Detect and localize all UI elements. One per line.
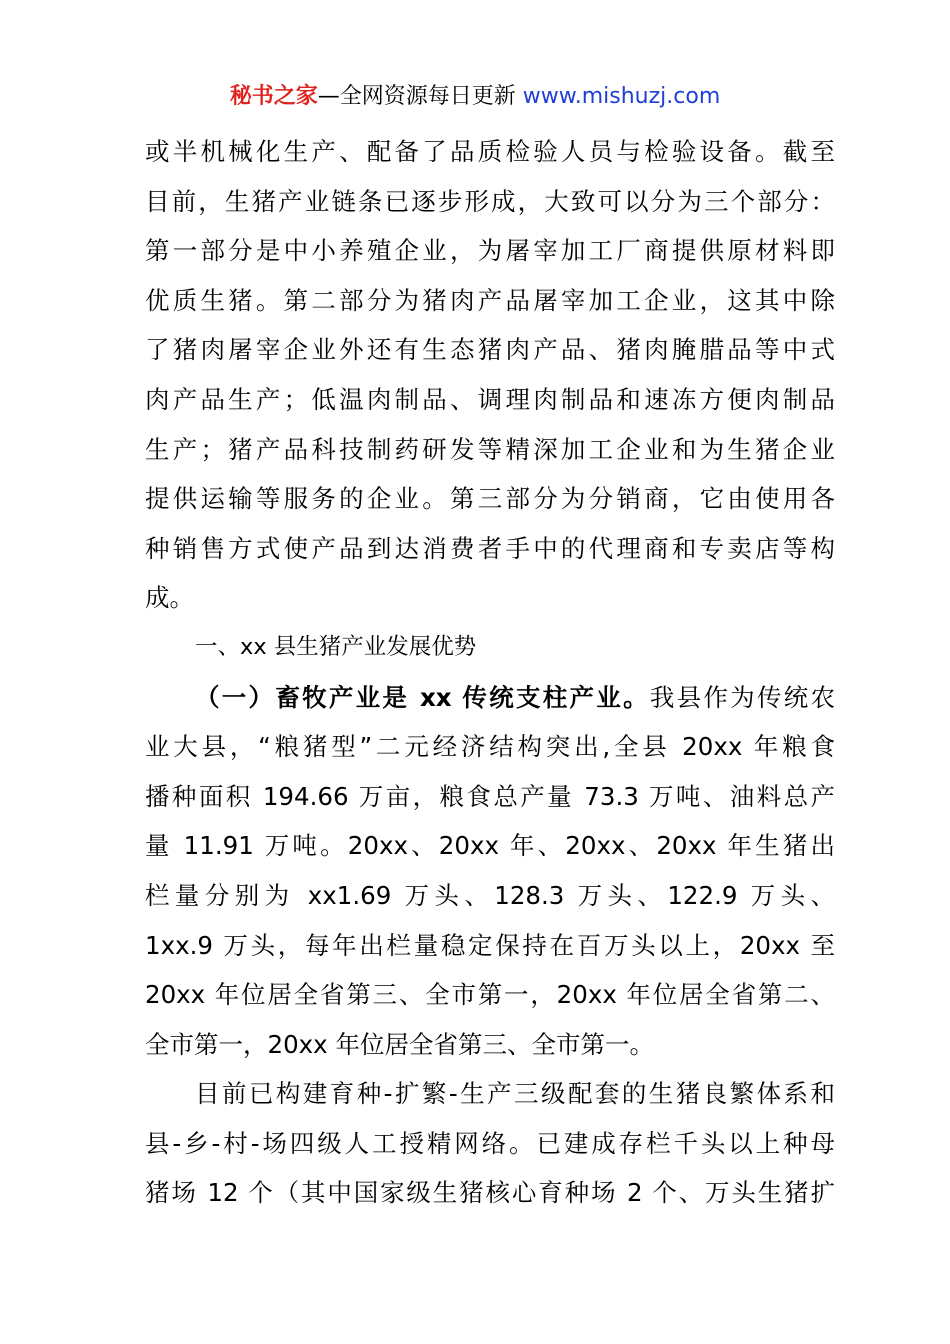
text-line: 或半机械化生产、配备了品质检验人员与检验设备。截至 bbox=[145, 137, 835, 166]
text-line: 了猪肉屠宰企业外还有生态猪肉产品、猪肉腌腊品等中式 bbox=[145, 335, 835, 365]
text-fragment: 我县作为传统农 bbox=[649, 682, 835, 712]
text-line: 20xx 年位居全省第三、全市第一，20xx 年位居全省第二、 bbox=[145, 980, 835, 1010]
text-line: 1xx.9 万头，每年出栏量稳定保持在百万头以上，20xx 至 bbox=[145, 930, 835, 960]
text-line: 播种面积 194.66 万亩，粮食总产量 73.3 万吨、油料总产 bbox=[145, 781, 835, 811]
page-header bbox=[0, 82, 950, 112]
text-line: 第一部分是中小养殖企业，为屠宰加工厂商提供原材料即 bbox=[145, 236, 835, 266]
text-line: 肉产品生产；低温肉制品、调理肉制品和速冻方便肉制品 bbox=[145, 384, 835, 414]
text-line: 全市第一，20xx 年位居全省第三、全市第一。 bbox=[145, 1029, 654, 1059]
paragraph-start-line: 目前已构建育种-扩繁-生产三级配套的生猪良繁体系和 bbox=[195, 1079, 835, 1109]
text-line: 目前，生猪产业链条已逐步形成，大致可以分为三个部分： bbox=[145, 186, 835, 216]
site-url: www.mishuzj.com bbox=[522, 84, 721, 109]
text-line: 种销售方式使产品到达消费者手中的代理商和专卖店等构 bbox=[145, 533, 835, 563]
text-line: 提供运输等服务的企业。第三部分为分销商，它由使用各 bbox=[145, 484, 835, 514]
text-line: 县-乡-村-场四级人工授精网络。已建成存栏千头以上种母 bbox=[145, 1128, 835, 1158]
header-tagline: —全网资源每日更新 bbox=[317, 84, 523, 109]
text-line: 生产；猪产品科技制药研发等精深加工企业和为生猪企业 bbox=[145, 434, 835, 464]
text-line: 栏量分别为 xx1.69 万头、128.3 万头、122.9 万头、 bbox=[145, 880, 835, 910]
section-heading: 一、xx 县生猪产业发展优势 bbox=[195, 633, 477, 660]
subsection-heading: （一）畜牧产业是 xx 传统支柱产业。 bbox=[195, 682, 650, 712]
brand-name: 秘书之家 bbox=[229, 84, 318, 109]
text-line: 猪场 12 个（其中国家级生猪核心育种场 2 个、万头生猪扩 bbox=[145, 1178, 835, 1208]
text-line: 量 11.91 万吨。20xx、20xx 年、20xx、20xx 年生猪出 bbox=[145, 831, 835, 861]
text-line: 业大县，“粮猪型”二元经济结构突出,全县 20xx 年粮食 bbox=[145, 732, 835, 762]
subsection-line bbox=[145, 673, 835, 723]
document-body bbox=[145, 127, 835, 1218]
text-line: 成。 bbox=[145, 583, 194, 613]
text-line: 优质生猪。第二部分为猪肉产品屠宰加工企业，这其中除 bbox=[145, 285, 835, 315]
